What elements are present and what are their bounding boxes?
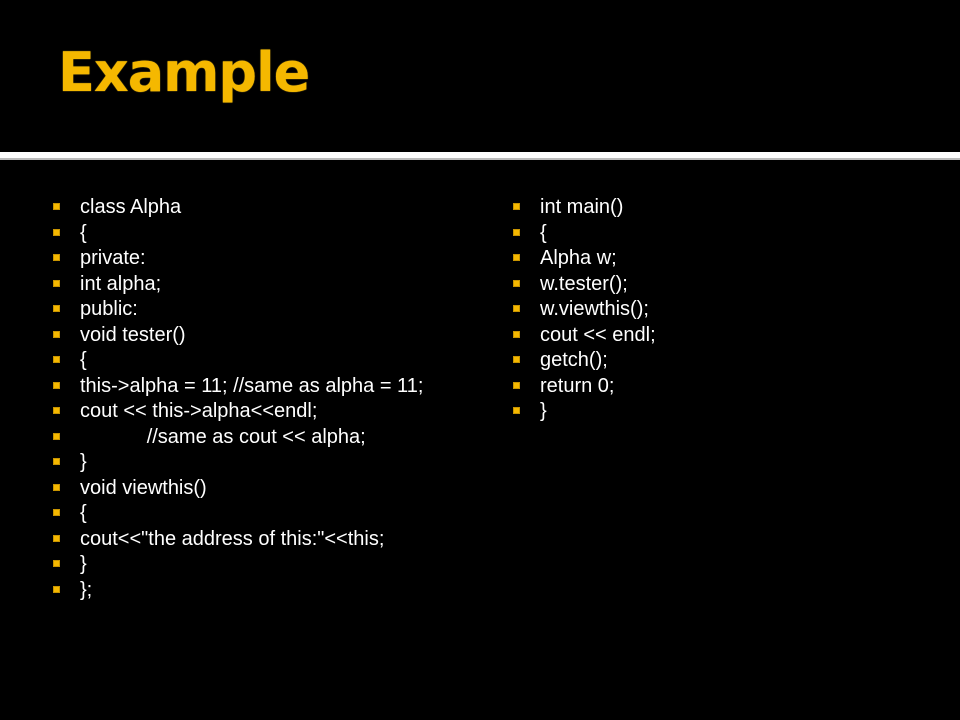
square-bullet-icon bbox=[513, 331, 520, 338]
code-line-text: class Alpha bbox=[80, 196, 182, 218]
code-line bbox=[508, 195, 908, 221]
slide-content bbox=[0, 160, 960, 720]
code-line bbox=[508, 272, 908, 298]
code-line-text: }; bbox=[80, 578, 93, 601]
code-line bbox=[48, 297, 468, 323]
square-bullet-icon bbox=[53, 484, 60, 491]
code-line bbox=[48, 476, 468, 502]
square-bullet-icon bbox=[513, 280, 520, 287]
square-bullet-icon bbox=[53, 254, 60, 261]
code-line bbox=[48, 501, 468, 527]
code-line-text: return 0; bbox=[540, 374, 615, 397]
code-line-text: int alpha; bbox=[80, 272, 162, 295]
square-bullet-icon bbox=[513, 229, 520, 236]
code-line bbox=[508, 348, 908, 374]
code-line-text: int main() bbox=[540, 196, 624, 218]
code-line-text: //same as cout << alpha; bbox=[80, 425, 366, 448]
square-bullet-icon bbox=[53, 203, 60, 210]
square-bullet-icon bbox=[53, 280, 60, 287]
code-line bbox=[48, 425, 468, 451]
square-bullet-icon bbox=[513, 203, 520, 210]
code-line-text: } bbox=[80, 451, 87, 473]
square-bullet-icon bbox=[53, 458, 60, 465]
square-bullet-icon bbox=[53, 356, 60, 363]
code-line-text: { bbox=[540, 221, 547, 244]
code-line-text: Alpha w; bbox=[540, 247, 617, 269]
code-line-text: cout << this->alpha<<endl; bbox=[80, 400, 318, 422]
code-line bbox=[508, 297, 908, 323]
code-line bbox=[48, 578, 468, 604]
code-line bbox=[508, 323, 908, 349]
square-bullet-icon bbox=[53, 535, 60, 542]
slide-title: Example bbox=[58, 41, 310, 104]
code-line bbox=[48, 272, 468, 298]
code-line bbox=[48, 195, 468, 221]
code-line bbox=[48, 221, 468, 247]
code-line-text: void tester() bbox=[80, 323, 186, 346]
code-line bbox=[48, 374, 468, 400]
code-line-text: } bbox=[540, 400, 547, 422]
code-line-text: w.tester(); bbox=[540, 272, 628, 295]
code-line bbox=[48, 552, 468, 578]
code-line-text: { bbox=[80, 221, 87, 244]
square-bullet-icon bbox=[53, 586, 60, 593]
code-line-text: this->alpha = 11; //same as alpha = 11; bbox=[80, 374, 424, 397]
square-bullet-icon bbox=[513, 407, 520, 414]
code-line bbox=[48, 323, 468, 349]
right-code-column bbox=[508, 195, 908, 425]
code-line bbox=[48, 246, 468, 272]
square-bullet-icon bbox=[513, 356, 520, 363]
square-bullet-icon bbox=[513, 305, 520, 312]
square-bullet-icon bbox=[53, 382, 60, 389]
code-line bbox=[508, 246, 908, 272]
square-bullet-icon bbox=[53, 407, 60, 414]
code-line bbox=[48, 399, 468, 425]
code-line bbox=[48, 450, 468, 476]
code-line-text: getch(); bbox=[540, 349, 608, 371]
code-line bbox=[48, 348, 468, 374]
code-line-text: cout<<"the address of this:"<<this; bbox=[80, 527, 385, 550]
code-line-text: cout << endl; bbox=[540, 323, 656, 346]
square-bullet-icon bbox=[53, 433, 60, 440]
code-line-text: private: bbox=[80, 247, 146, 269]
code-line bbox=[508, 399, 908, 425]
square-bullet-icon bbox=[53, 509, 60, 516]
title-divider bbox=[0, 152, 960, 160]
square-bullet-icon bbox=[53, 229, 60, 236]
code-line-text: public: bbox=[80, 298, 138, 320]
square-bullet-icon bbox=[53, 560, 60, 567]
code-line-text: } bbox=[80, 553, 87, 575]
code-line-text: { bbox=[80, 349, 87, 371]
square-bullet-icon bbox=[53, 331, 60, 338]
square-bullet-icon bbox=[513, 254, 520, 261]
left-code-column bbox=[48, 195, 468, 603]
code-line bbox=[508, 221, 908, 247]
square-bullet-icon bbox=[513, 382, 520, 389]
square-bullet-icon bbox=[53, 305, 60, 312]
code-line-text: { bbox=[80, 502, 87, 524]
code-line bbox=[48, 527, 468, 553]
code-line-text: void viewthis() bbox=[80, 476, 207, 499]
code-line bbox=[508, 374, 908, 400]
code-line-text: w.viewthis(); bbox=[540, 298, 649, 320]
title-band bbox=[0, 0, 960, 152]
